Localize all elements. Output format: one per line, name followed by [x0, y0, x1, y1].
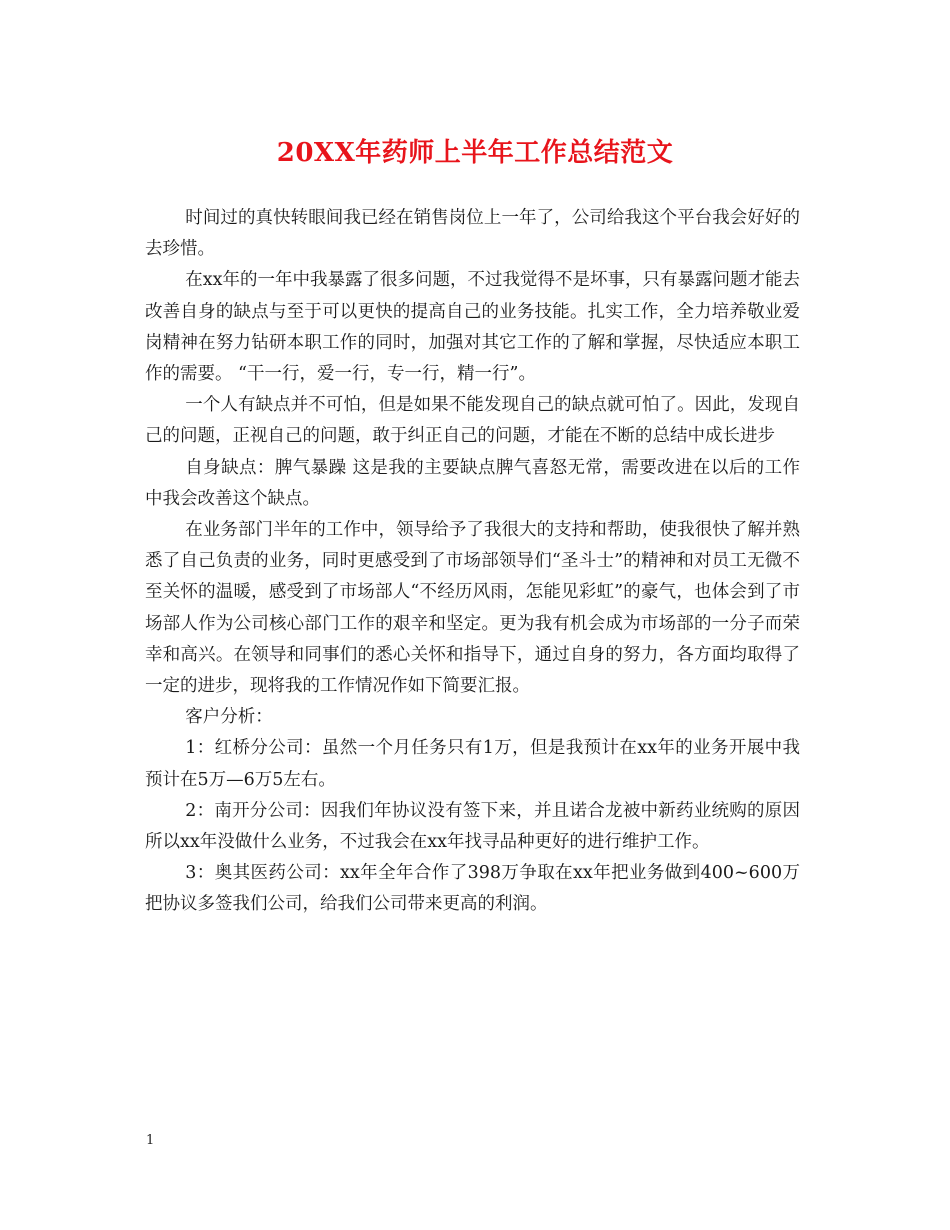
document-body	[145, 203, 800, 921]
page-number: 1	[146, 1133, 155, 1148]
paragraph-self-defects: 自身缺点：脾气暴躁 这是我的主要缺点脾气喜怒无常，需要改进在以后的工作中我会改善这个缺点。	[145, 457, 800, 509]
paragraph-client-nankai: 2：南开分公司：因我们年协议没有签下来，并且诺合龙被中新药业统购的原因所以xx年没做什么业务，不过我会在xx年找寻品种更好的进行维护工作。	[145, 800, 800, 853]
paragraph-shortcomings: 一个人有缺点并不可怕，但是如果不能发现自己的缺点就可怕了。因此，发现自己的问题，正视自己的问题，敢于纠正自己的问题，才能在不断的总结中成长进步	[145, 395, 800, 447]
paragraph-client-hongqiao: 1：红桥分公司：虽然一个月任务只有1万，但是我预计在xx年的业务开展中我预计在5万—6万5左右。	[145, 738, 800, 790]
paragraph-client-aoqi: 3：奥其医药公司：xx年全年合作了398万争取在xx年把业务做到400~600万 把协议多签我们公司，给我们公司带来更高的利润。	[145, 863, 800, 915]
paragraph-department-work: 在业务部门半年的工作中，领导给予了我很大的支持和帮助，使我很快了解并熟悉了自己负责的业务，同时更感受到了市场部领导们“圣斗士”的精神和对员工无微不至关怀的温暖，感受到了市场部人“不经历风雨，怎能见彩虹”的豪气，也体会到了市场部人作为公司核心部门工作的艰辛和坚定。更为我有机会成为市场部的一分子而荣幸和高兴。在领导和同事们的悉心关怀和指导下，通过自身的努力，各方面均取得了一定的进步，现将我的工作情况作如下简要汇报。	[145, 520, 800, 697]
document-title: 20XX年药师上半年工作总结范文	[276, 138, 674, 168]
paragraph-problems: 在xx年的一年中我暴露了很多问题，不过我觉得不是坏事，只有暴露问题才能去改善自身的缺点与至于可以更快的提高自己的业务技能。扎实工作，全力培养敬业爱岗精神在努力钻研本职工作的同时，加强对其它工作的了解和掌握，尽快适应本职工作的需要。 “干一行，爱一行，专一行，精一行”。	[145, 270, 800, 385]
paragraph-intro: 时间过的真快转眼间我已经在销售岗位上一年了，公司给我这个平台我会好好的去珍惜。	[145, 208, 800, 260]
paragraph-customer-analysis-heading: 客户分析：	[185, 707, 273, 728]
